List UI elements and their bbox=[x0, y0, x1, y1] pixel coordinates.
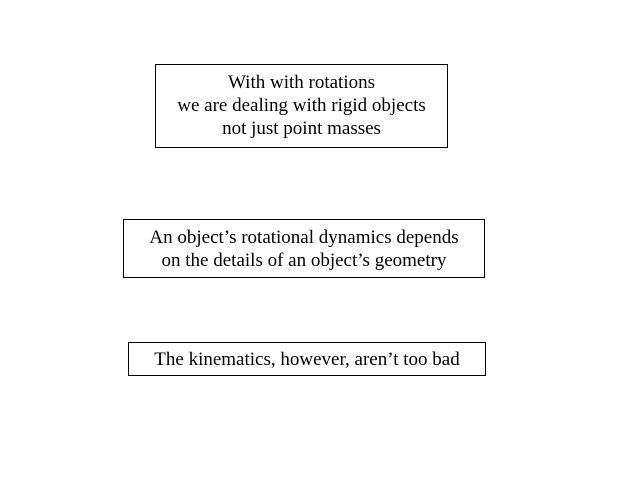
kinematics-text-box bbox=[128, 342, 486, 376]
text-line: The kinematics, however, aren’t too bad bbox=[154, 349, 460, 370]
text-line: With with rotations bbox=[228, 72, 375, 93]
text-line: on the details of an object’s geometry bbox=[161, 250, 447, 271]
text-line: we are dealing with rigid objects bbox=[177, 95, 426, 116]
rotations-rigid-objects-text-box bbox=[155, 64, 448, 148]
text-line: An object’s rotational dynamics depends bbox=[149, 227, 459, 248]
rotational-dynamics-text-box bbox=[123, 219, 485, 278]
text-line: not just point masses bbox=[222, 118, 381, 139]
